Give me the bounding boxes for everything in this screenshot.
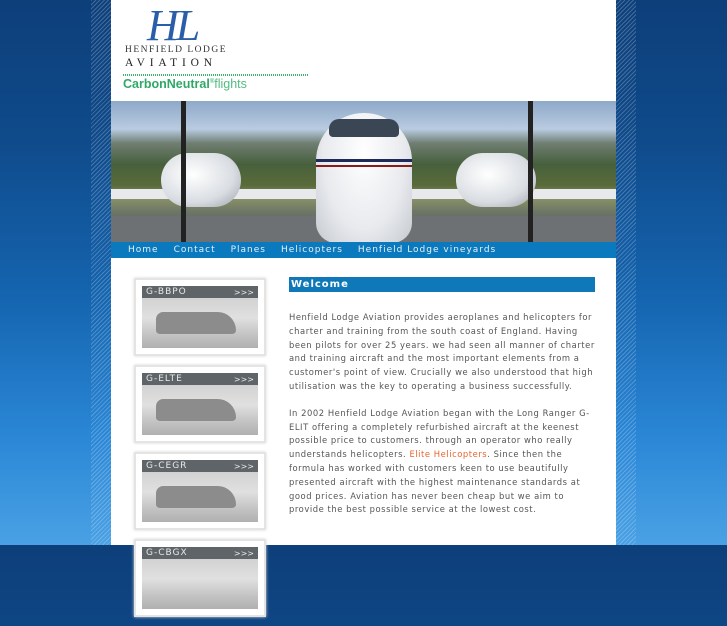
hero-engine-right <box>456 153 536 207</box>
carbon-neutral-badge <box>123 77 247 91</box>
aircraft-card-g-bbpo[interactable] <box>134 278 266 356</box>
hero-livery-stripe <box>316 165 412 167</box>
chevrons-right-icon: >>> <box>233 287 254 297</box>
aircraft-card-g-elte[interactable] <box>134 365 266 443</box>
page-title: Welcome <box>289 277 595 292</box>
carbon-dotted-rule <box>123 74 309 76</box>
aircraft-sidebar <box>134 278 266 626</box>
flights-text: flights <box>214 77 247 91</box>
logo-monogram: HL <box>147 1 198 50</box>
history-text-start: In 2002 Henfield Lodge Aviation began with the Long Ranger G-ELIT offering a completely refurbished aircraft at the keenest possible price to customers. through an operator who really understands helicopters. <box>289 407 590 460</box>
aircraft-card-bar <box>142 460 258 472</box>
aircraft-reg: G-CEGR <box>146 461 188 471</box>
nav-contact[interactable]: Contact <box>173 245 216 255</box>
aircraft-reg: G-BBPO <box>146 287 187 297</box>
aircraft-photo <box>142 472 258 522</box>
registered-mark: ® <box>209 78 215 85</box>
carbon-neutral-text: CarbonNeutral <box>123 77 210 91</box>
hero-windshield <box>329 119 399 137</box>
nav-helicopters[interactable]: Helicopters <box>280 245 343 255</box>
history-paragraph <box>289 407 595 517</box>
chevrons-right-icon: >>> <box>233 461 254 471</box>
hero-engine-left <box>161 153 241 207</box>
logo-name: HENFIELD LODGE <box>125 45 228 55</box>
aircraft-card-bar <box>142 286 258 298</box>
hero-livery-stripe <box>316 159 412 162</box>
aircraft-card-bar <box>142 547 258 559</box>
helicopter-icon <box>156 312 236 334</box>
hero-image <box>111 101 616 242</box>
aircraft-card-g-cbgx[interactable] <box>134 539 266 617</box>
main-nav <box>111 242 616 258</box>
background-stripe-left <box>91 0 111 545</box>
history-text-end: . Since then the formula has worked with customers keen to use beautifully presented aircraft with the highest maintenance standards at good prices. Aviation has never been cheap but we aim to provide the best possible service at the lowest cost. <box>289 449 581 515</box>
background-stripe-right <box>616 0 636 545</box>
aircraft-photo <box>142 385 258 435</box>
page-container <box>111 0 616 558</box>
chevrons-right-icon: >>> <box>233 548 254 558</box>
chevrons-right-icon: >>> <box>233 374 254 384</box>
aircraft-reg: G-CBGX <box>146 548 188 558</box>
header <box>111 0 616 101</box>
hero-propeller-right <box>528 101 533 242</box>
helicopter-icon <box>156 399 236 421</box>
main-content <box>289 277 595 517</box>
nav-home[interactable]: Home <box>128 245 159 255</box>
intro-paragraph: Henfield Lodge Aviation provides aeroplanes and helicopters for charter and training from the south coast of England. Having been pilots for over 25 years. we had seen all manner of charter and training aircraft and the most important elements from a customer's point of view. Crucially we also understood that high utilisation was the key to operating a business successfully. <box>289 312 595 391</box>
aircraft-card-bar <box>142 373 258 385</box>
elite-helicopters-link[interactable]: Elite Helicopters <box>409 449 488 460</box>
aircraft-reg: G-ELTE <box>146 374 183 384</box>
aircraft-card-g-cegr[interactable] <box>134 452 266 530</box>
nav-planes[interactable]: Planes <box>230 245 266 255</box>
aircraft-photo <box>142 559 258 609</box>
nav-vineyards[interactable]: Henfield Lodge vineyards <box>357 245 497 255</box>
aircraft-photo <box>142 298 258 348</box>
plane-icon <box>156 486 236 508</box>
hero-propeller-left <box>181 101 186 242</box>
logo-aviation: AVIATION <box>125 57 217 69</box>
